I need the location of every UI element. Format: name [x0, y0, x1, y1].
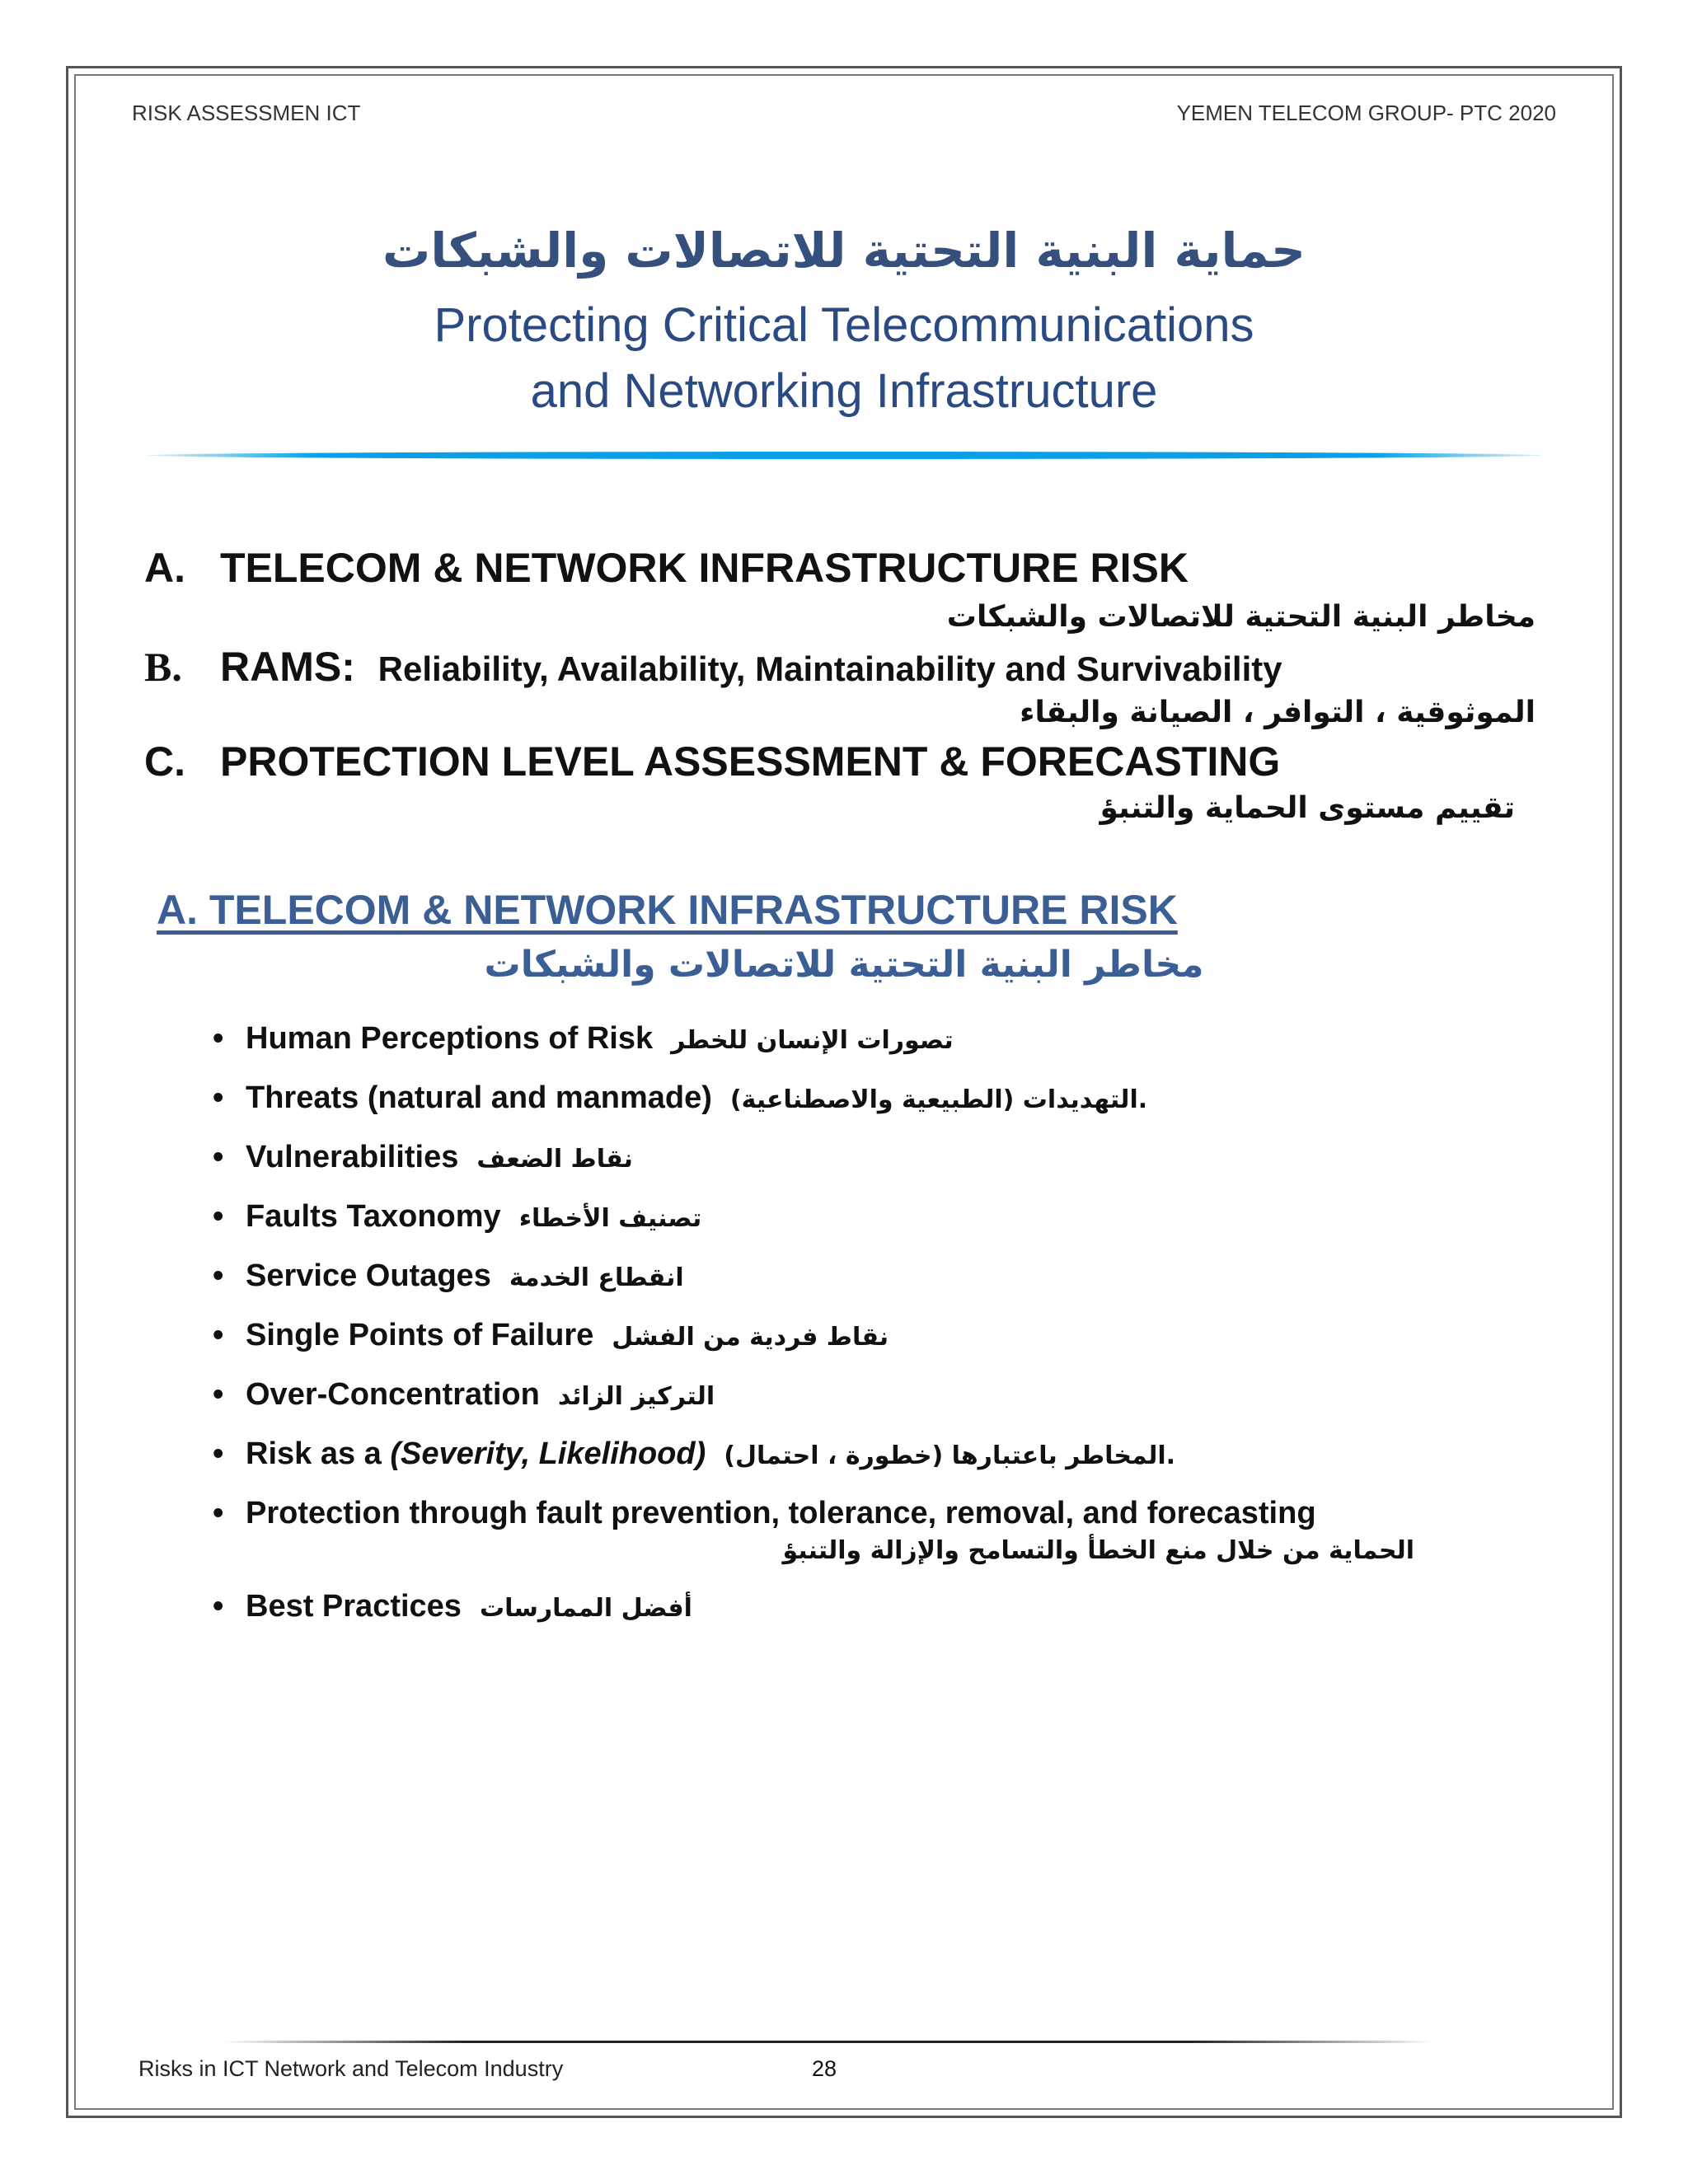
toc-item-a — [144, 544, 1189, 592]
list-item-text: Faults Taxonomy — [246, 1199, 501, 1234]
list-item — [213, 1079, 1498, 1119]
title-divider — [148, 452, 1541, 459]
bullet-dot: • — [213, 1496, 224, 1530]
toc-arabic-a: مخاطر البنية التحتية للاتصالات والشبكات — [946, 600, 1536, 634]
list-item — [213, 1587, 1498, 1628]
list-item-arabic: .التهديدات (الطبيعية والاصطناعية) — [729, 1085, 1148, 1114]
list-item-arabic: انقطاع الخدمة — [509, 1263, 684, 1292]
toc-arabic-b: الموثوقية ، التوافر ، الصيانة والبقاء — [1020, 696, 1536, 729]
toc-letter: A. — [144, 545, 185, 591]
list-item — [213, 1197, 1498, 1238]
list-item — [213, 1376, 1498, 1416]
bullet-dot: • — [213, 1318, 224, 1352]
list-item — [213, 1494, 1498, 1568]
list-item-arabic: نقاط الضعف — [476, 1145, 633, 1174]
bullet-dot: • — [213, 1199, 224, 1234]
toc-letter: C. — [144, 738, 185, 785]
list-item-arabic: تصنيف الأخطاء — [518, 1204, 702, 1233]
page-number: 28 — [812, 2056, 837, 2081]
bullet-dot: • — [213, 1140, 224, 1174]
footer-title: Risks in ICT Network and Telecom Industry — [138, 2056, 564, 2081]
list-item-text: Vulnerabilities — [246, 1140, 459, 1174]
list-item-text: Protection through fault prevention, tolerance, removal, and forecasting — [246, 1496, 1316, 1530]
list-item-arabic: نقاط فردية من الفشل — [612, 1323, 889, 1352]
toc-title: TELECOM & NETWORK INFRASTRUCTURE RISK — [220, 545, 1189, 591]
list-item-arabic: .المخاطر باعتبارها (خطورة ، احتمال) — [724, 1441, 1176, 1470]
list-item — [213, 1019, 1498, 1060]
list-item-arabic: الحماية من خلال منع الخطأ والتسامح والإزالة والتنبؤ — [782, 1536, 1414, 1565]
list-item-text: Service Outages — [246, 1258, 491, 1293]
toc-subtitle: Reliability, Availability, Maintainability and Survivability — [377, 649, 1282, 688]
list-item — [213, 1316, 1498, 1357]
list-item-text: Risk as a — [246, 1436, 382, 1471]
section-heading-arabic: مخاطر البنية التحتية للاتصالات والشبكات — [484, 944, 1204, 986]
list-item — [213, 1435, 1498, 1475]
footer-divider — [223, 2041, 1434, 2043]
list-item-arabic: تصورات الإنسان للخطر — [671, 1026, 954, 1055]
list-item-arabic: أفضل الممارسات — [479, 1594, 692, 1623]
bullet-dot: • — [213, 1258, 224, 1293]
list-item — [213, 1257, 1498, 1297]
list-item — [213, 1138, 1498, 1179]
toc-title: PROTECTION LEVEL ASSESSMENT & FORECASTING — [220, 738, 1281, 785]
toc-item-b — [144, 643, 1282, 691]
toc-item-c — [144, 738, 1280, 785]
list-item-text: Single Points of Failure — [246, 1318, 594, 1352]
toc-letter: B. — [144, 644, 182, 690]
bullet-list — [213, 1019, 1498, 1647]
bullet-dot: • — [213, 1021, 224, 1056]
list-item-text: Human Perceptions of Risk — [246, 1021, 654, 1056]
page-title-english — [0, 293, 1688, 424]
header-left: RISK ASSESSMEN ICT — [132, 101, 361, 125]
list-item-text: Best Practices — [246, 1589, 462, 1624]
list-item-text: Over-Concentration — [246, 1377, 540, 1412]
bullet-dot: • — [213, 1377, 224, 1412]
bullet-dot: • — [213, 1080, 224, 1115]
bullet-dot: • — [213, 1589, 224, 1624]
section-heading: A. TELECOM & NETWORK INFRASTRUCTURE RISK — [157, 887, 1178, 933]
page-title-arabic: حماية البنية التحتية للاتصالات والشبكات — [382, 223, 1306, 279]
bullet-dot: • — [213, 1436, 224, 1471]
list-item-text: Threats (natural and manmade) — [246, 1080, 712, 1115]
list-item-arabic: التركيز الزائد — [557, 1382, 715, 1411]
header-right: YEMEN TELECOM GROUP- PTC 2020 — [1176, 101, 1556, 125]
page-title-line2: and Networking Infrastructure — [530, 364, 1158, 418]
toc-arabic-c: تقييم مستوى الحماية والتنبؤ — [1100, 791, 1515, 825]
toc-title: RAMS: — [220, 644, 355, 690]
list-item-text-italic: (Severity, Likelihood) — [390, 1436, 706, 1471]
page-title-line1: Protecting Critical Telecommunications — [434, 298, 1254, 352]
